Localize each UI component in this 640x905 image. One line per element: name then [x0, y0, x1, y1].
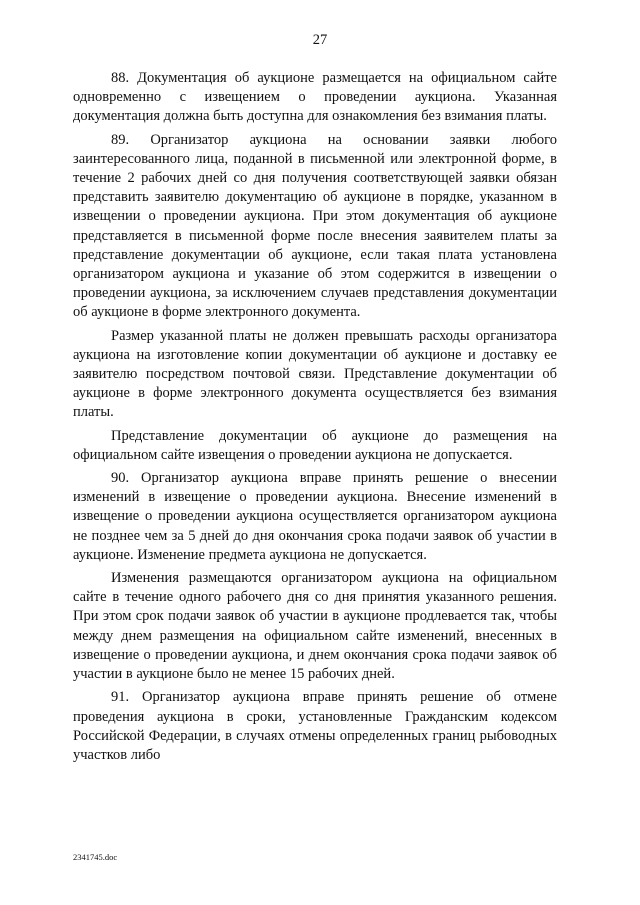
paragraph-89: 89. Организатор аукциона на основании заявки любого заинтересованного лица, поданной в письменной или электронной форме, в течение 2 рабочих дней со дня получения соответствующей заявки обязан представить заявителю документацию об аукционе в порядке, указанном в извещении о проведении аукциона. При этом документация об аукционе представляется в письменной форме после внесения заявителем платы за представление документации об аукционе, если такая плата установлена организатором аукциона и указание об этом содержится в извещении о проведении аукциона, за исключением случаев представления документации об аукционе в форме электронного документа. — [73, 131, 557, 321]
document-body — [73, 69, 557, 765]
document-file-code: 2341745.doc — [73, 852, 118, 862]
paragraph-90: 90. Организатор аукциона вправе принять решение о внесении изменений в извещение о проведении аукциона. Внесение изменений в извещение о проведении аукциона осуществляется организатором аукциона не позднее чем за 5 дней до дня окончания срока подачи заявок об участии в аукционе. Изменение предмета аукциона не допускается. — [73, 470, 557, 563]
paragraph-changes-publication: Изменения размещаются организатором аукциона на официальном сайте в течение одного рабочего дня со дня принятия указанного решения. При этом срок подачи заявок об участии в аукционе продлевается так, чтобы между днем размещения на официальном сайте изменений, внесенных в извещение о проведении аукциона, и днем окончания срока подачи заявок об участии в аукционе было не менее 15 рабочих дней. — [73, 570, 557, 683]
page-number: 27 — [312, 32, 328, 48]
paragraph-publication-order: Представление документации об аукционе до размещения на официальном сайте извещения о проведении аукциона не допускается. — [73, 427, 557, 463]
paragraph-88: 88. Документация об аукционе размещается на официальном сайте одновременно с извещением о проведении аукциона. Указанная документация должна быть доступна для ознакомления без взимания платы. — [73, 70, 557, 125]
paragraph-fee-limit: Размер указанной платы не должен превышать расходы организатора аукциона на изготовление копии документации об аукционе и доставку ее заявителю посредством почтовой связи. Представление документации об аукционе в форме электронного документа осуществляется без взимания платы. — [73, 327, 557, 421]
paragraph-91: 91. Организатор аукциона вправе принять решение об отмене проведения аукциона в сроки, установленные Гражданским кодексом Российской Федерации, в случаях отмены определенных границ рыбоводных участков либо — [73, 689, 557, 763]
